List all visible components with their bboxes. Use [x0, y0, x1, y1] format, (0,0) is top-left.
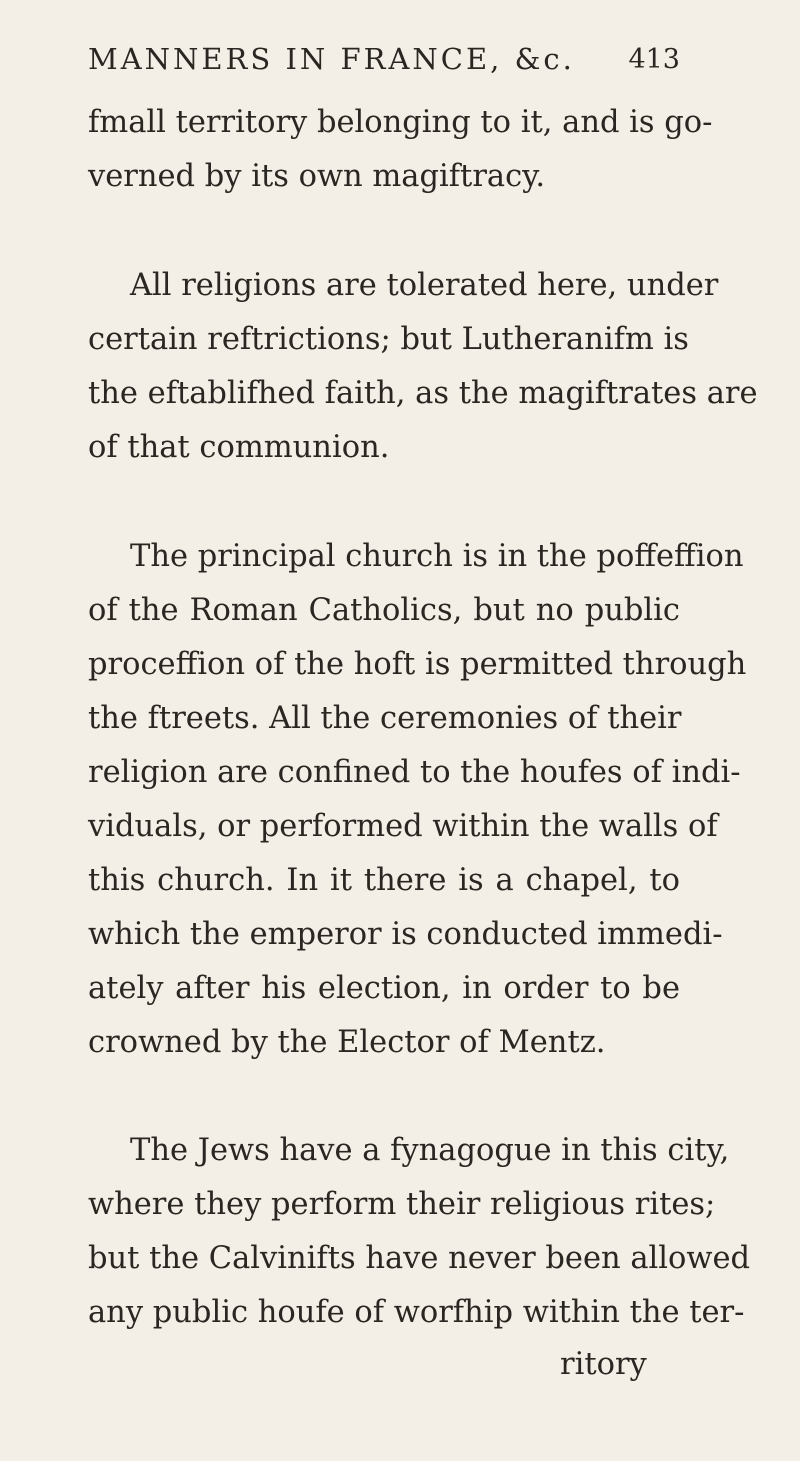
text-line: this church. In it there is a chapel, to: [88, 863, 680, 898]
text-line: All religions are tolerated here, under: [130, 268, 719, 303]
text-line: where they perform their religious rites;: [88, 1187, 716, 1222]
running-title: MANNERS IN FRANCE, &c.: [88, 42, 575, 76]
text-line: which the emperor is conducted immedi-: [88, 917, 723, 952]
text-line: of the Roman Catholics, but no public: [88, 593, 680, 628]
text-line: The Jews have a fynagogue in this city,: [130, 1133, 730, 1168]
text-line: religion are confined to the houfes of indi-: [88, 755, 741, 790]
text-line: the eftablifhed faith, as the magiftrates are: [88, 376, 758, 411]
text-line: certain reftrictions; but Lutheranifm is: [88, 322, 689, 357]
text-line: of that communion.: [88, 430, 390, 465]
text-line: verned by its own magiftracy.: [88, 159, 546, 194]
text-line: but the Calvinifts have never been allowed: [88, 1241, 751, 1276]
text-line: any public houfe of worfhip within the ter-: [88, 1295, 745, 1330]
page-number: 413: [628, 44, 680, 75]
text-line: ately after his election, in order to be: [88, 971, 680, 1006]
text-line: viduals, or performed within the walls of: [88, 809, 718, 844]
text-line: fmall territory belonging to it, and is go-: [88, 105, 713, 140]
text-line: proceffion of the hoft is permitted through: [88, 647, 747, 682]
catchword: ritory: [560, 1347, 647, 1382]
text-line: The principal church is in the poffeffion: [130, 539, 744, 574]
text-line: the ftreets. All the ceremonies of their: [88, 701, 682, 736]
running-header: [88, 42, 680, 86]
text-line: crowned by the Elector of Mentz.: [88, 1025, 606, 1060]
